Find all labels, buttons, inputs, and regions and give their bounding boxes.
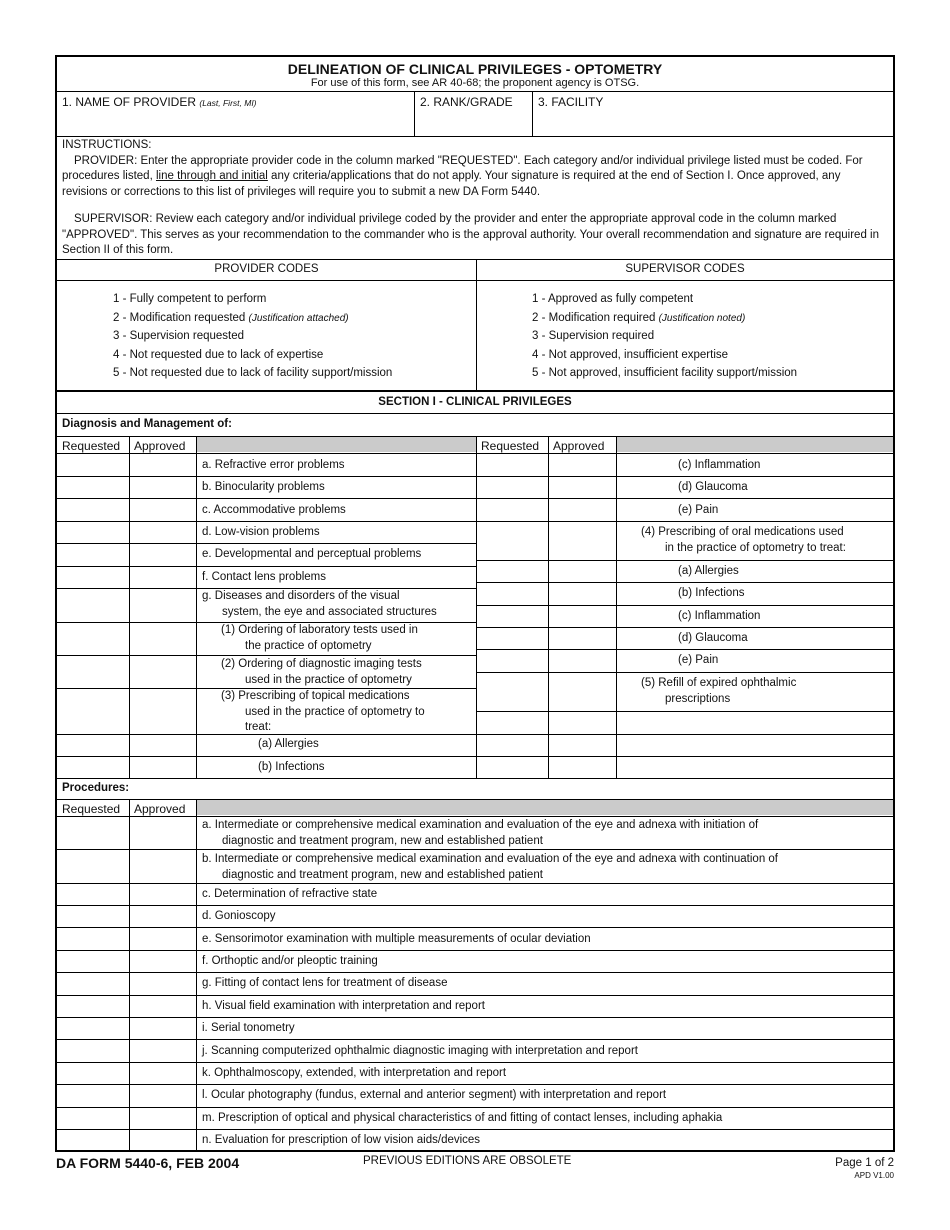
procedure-item-m: m. Prescription of optical and physical characteristics of and fitting of contact lenses, including aphakia	[202, 1112, 723, 1124]
supervisor-code-4: 4 - Not approved, insufficient expertise	[532, 349, 729, 361]
form-subtitle: For use of this form, see AR 40-68; the proponent agency is OTSG.	[310, 77, 640, 89]
provider-code-2: 2 - Modification requested (Justification attached)	[113, 312, 349, 324]
approved-header-left: Approved	[134, 439, 186, 453]
diagnosis-item-3-c: (c) Inflammation	[678, 459, 761, 471]
provider-code-1: 1 - Fully competent to perform	[113, 293, 267, 305]
instructions-heading: INSTRUCTIONS:	[62, 139, 152, 151]
provider-name-field[interactable]	[58, 109, 412, 135]
approved-header-right: Approved	[553, 439, 605, 453]
facility-label: 3. FACILITY	[538, 95, 604, 109]
diagnosis-item-4-c: (c) Inflammation	[678, 610, 761, 622]
provider-instructions: PROVIDER: Enter the appropriate provider code in the column marked "REQUESTED". Each category and/or individual privilege listed must be coded. For procedures listed, line through and initial any criteria/applications that do not apply. Your signature is required at the end of Section I. Once approved, any revisions or corrections to this list of privileges will require you to submit a new DA Form 5440.	[62, 154, 863, 198]
diagnosis-item-g-3: (3) Prescribing of topical medications used in the practice of optometry to treat:	[221, 690, 425, 733]
diagnosis-item-g-1: (1) Ordering of laboratory tests used in the practice of optometry	[221, 624, 418, 652]
procedure-item-n: n. Evaluation for prescription of low vision aids/devices	[202, 1134, 481, 1146]
provider-code-3: 3 - Supervision requested	[113, 330, 245, 342]
diagnosis-item-g: g. Diseases and disorders of the visual system, the eye and associated structures	[202, 590, 437, 618]
diagnosis-item-4-d: (d) Glaucoma	[678, 632, 748, 644]
requested-header-right: Requested	[481, 439, 540, 453]
facility-field[interactable]	[533, 109, 891, 135]
diagnosis-item-g-3-a: (a) Allergies	[258, 738, 319, 750]
provider-codes-title: PROVIDER CODES	[214, 263, 319, 275]
diagnosis-item-g-3-b: (b) Infections	[258, 761, 325, 773]
procedure-item-c: c. Determination of refractive state	[202, 888, 378, 900]
diagnosis-item-3-e: (e) Pain	[678, 504, 719, 516]
supervisor-codes-title: SUPERVISOR CODES	[625, 263, 745, 275]
diagnosis-item-f: f. Contact lens problems	[202, 571, 327, 583]
page-number: Page 1 of 2	[835, 1157, 894, 1169]
procedure-item-e: e. Sensorimotor examination with multiple measurements of ocular deviation	[202, 933, 591, 945]
header-shade-right	[616, 437, 893, 452]
procedures-header-shade	[196, 800, 893, 815]
diagnosis-heading: Diagnosis and Management of:	[62, 418, 232, 430]
form-number: DA FORM 5440-6, FEB 2004	[56, 1155, 240, 1171]
rank-grade-field[interactable]	[415, 109, 531, 135]
form-frame	[55, 55, 895, 1152]
supervisor-code-2: 2 - Modification required (Justification noted)	[532, 312, 746, 324]
procedure-item-l: l. Ocular photography (fundus, external and anterior segment) with interpretation and report	[202, 1089, 667, 1101]
procedure-item-j: j. Scanning computerized ophthalmic diagnostic imaging with interpretation and report	[202, 1045, 638, 1057]
supervisor-code-5: 5 - Not approved, insufficient facility support/mission	[532, 367, 798, 379]
requested-header-left: Requested	[62, 439, 121, 453]
diagnosis-item-4-b: (b) Infections	[678, 587, 745, 599]
supervisor-code-3: 3 - Supervision required	[532, 330, 655, 342]
diagnosis-item-3-d: (d) Glaucoma	[678, 481, 748, 493]
provider-code-4: 4 - Not requested due to lack of expertise	[113, 349, 324, 361]
provider-code-5: 5 - Not requested due to lack of facility support/mission	[113, 367, 393, 379]
diagnosis-item-4-e: (e) Pain	[678, 654, 719, 666]
diagnosis-item-5: (5) Refill of expired ophthalmic prescriptions	[641, 677, 797, 705]
form-title: DELINEATION OF CLINICAL PRIVILEGES - OPTOMETRY	[287, 61, 663, 77]
procedure-item-f: f. Orthoptic and/or pleoptic training	[202, 955, 378, 967]
diagnosis-item-b: b. Binocularity problems	[202, 481, 325, 493]
procedure-item-h: h. Visual field examination with interpretation and report	[202, 1000, 485, 1012]
supervisor-code-1: 1 - Approved as fully competent	[532, 293, 694, 305]
requested-header-procedures: Requested	[62, 802, 121, 816]
instructions	[62, 138, 888, 259]
provider-name-label: 1. NAME OF PROVIDER (Last, First, MI)	[62, 95, 257, 109]
procedure-item-g: g. Fitting of contact lens for treatment of disease	[202, 977, 448, 989]
procedure-item-i: i. Serial tonometry	[202, 1022, 295, 1034]
diagnosis-item-d: d. Low-vision problems	[202, 526, 320, 538]
diagnosis-item-c: c. Accommodative problems	[202, 504, 346, 516]
diagnosis-item-4: (4) Prescribing of oral medications used in the practice of optometry to treat:	[641, 526, 846, 554]
procedures-heading: Procedures:	[62, 782, 130, 794]
rank-grade-label: 2. RANK/GRADE	[420, 95, 513, 109]
procedure-item-d: d. Gonioscopy	[202, 910, 276, 922]
diagnosis-item-g-2: (2) Ordering of diagnostic imaging tests used in the practice of optometry	[221, 658, 422, 686]
procedure-item-k: k. Ophthalmoscopy, extended, with interpretation and report	[202, 1067, 507, 1079]
header-shade-left	[196, 437, 476, 452]
diagnosis-item-e: e. Developmental and perceptual problems	[202, 548, 422, 560]
diagnosis-item-4-a: (a) Allergies	[678, 565, 739, 577]
version-label: APD V1.00	[854, 1171, 894, 1180]
procedure-item-b: b. Intermediate or comprehensive medical examination and evaluation of the eye and adnexa with continuation of diagnostic and treatment program, new and established patient	[202, 853, 778, 881]
section-title: SECTION I - CLINICAL PRIVILEGES	[378, 396, 572, 408]
obsolete-notice: PREVIOUS EDITIONS ARE OBSOLETE	[363, 1155, 572, 1167]
diagnosis-item-a: a. Refractive error problems	[202, 459, 345, 471]
supervisor-instructions: SUPERVISOR: Review each category and/or individual privilege coded by the provider and enter the appropriate approval code in the column marked "APPROVED". This serves as your recommendation to the commander who is the approval authority. Your overall recommendation and signature are required in Section II of this form.	[62, 213, 879, 256]
approved-header-procedures: Approved	[134, 802, 186, 816]
procedure-item-a: a. Intermediate or comprehensive medical examination and evaluation of the eye and adnexa with initiation of diagnostic and treatment program, new and established patient	[202, 819, 759, 847]
